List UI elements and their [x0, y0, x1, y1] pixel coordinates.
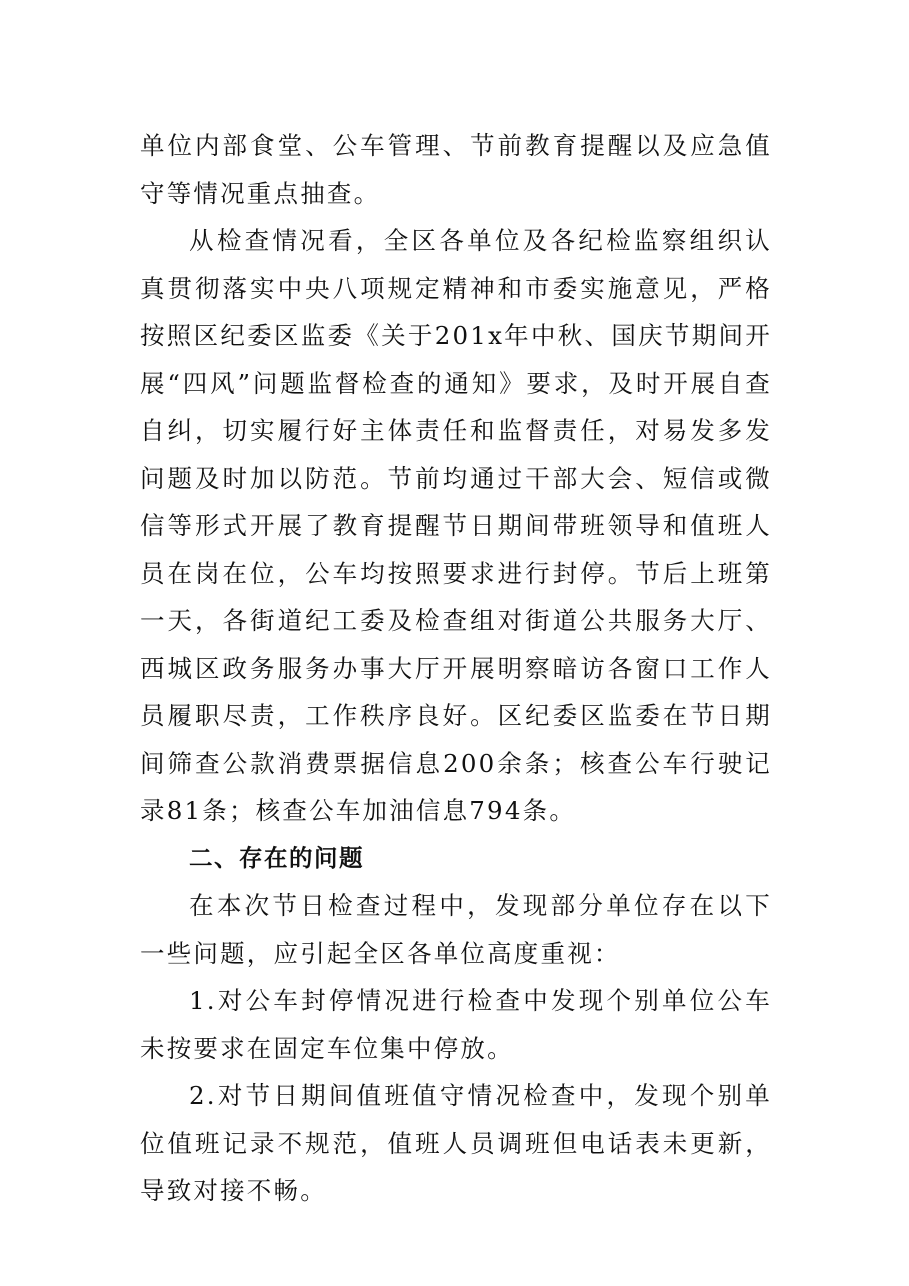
paragraph-problem-1: 1.对公车封停情况进行检查中发现个别单位公车未按要求在固定车位集中停放。: [140, 986, 772, 1063]
paragraph-problem-2: 2.对节日期间值班值守情况检查中，发现个别单位值班记录不规范，值班人员调班但电话表未更新，导致对接不畅。: [140, 1081, 772, 1205]
section-heading-problems: 二、存在的问题: [189, 843, 364, 872]
document-body: [140, 122, 772, 1215]
paragraph-inspection-findings: 从检查情况看，全区各单位及各纪检监察组织认真贯彻落实中央八项规定精神和市委实施意见，严格按照区纪委区监委《关于201x年中秋、国庆节期间开展“四风”问题监督检查的通知》要求，及时开展自查自纠，切实履行好主体责任和监督责任，对易发多发问题及时加以防范。节前均通过干部大会、短信或微信等形式开展了教育提醒节日期间带班领导和值班人员在岗在位，公车均按照要求进行封停。节后上班第一天，各街道纪工委及检查组对街道公共服务大厅、西城区政务服务办事大厅开展明察暗访各窗口工作人员履职尽责，工作秩序良好。区纪委区监委在节日期间筛查公款消费票据信息200余条；核查公车行驶记录81条；核查公车加油信息794条。: [140, 226, 772, 825]
paragraph-problems-intro: 在本次节日检查过程中，发现部分单位存在以下一些问题，应引起全区各单位高度重视：: [140, 891, 772, 968]
paragraph-continued: 单位内部食堂、公车管理、节前教育提醒以及应急值守等情况重点抽查。: [140, 131, 772, 208]
